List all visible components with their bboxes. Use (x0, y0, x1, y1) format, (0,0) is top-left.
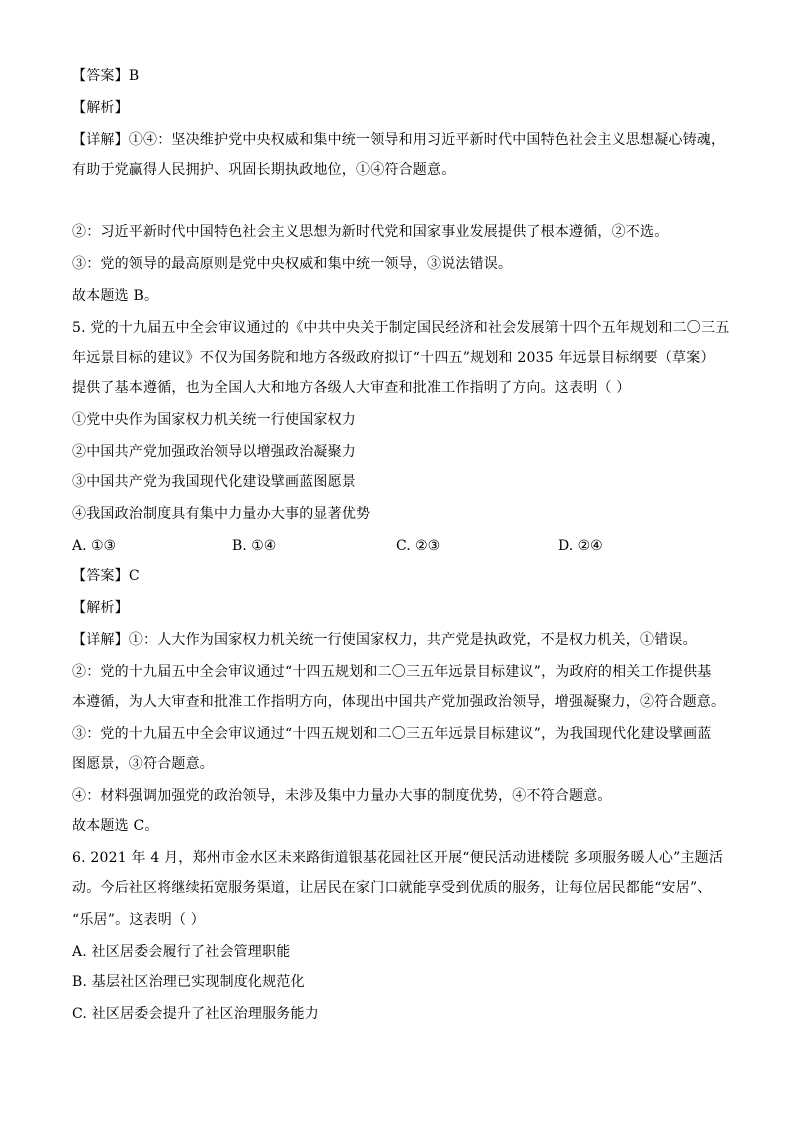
q5-item-4: ④我国政治制度具有集中力量办大事的显著优势 (72, 506, 371, 522)
q5-item-2: ②中国共产党加强政治领导以增强政治凝聚力 (72, 444, 356, 460)
analysis-label-q5: 【解析】 (72, 600, 129, 616)
q5-detail-line-3: 本遵循，为人大审查和批准工作指明方向，体现出中国共产党加强政治领导，增强凝聚力，②符合题意。 (72, 694, 726, 710)
q5-stem-line-2: 年远景目标的建议》不仅为国务院和地方各级政府拟订“十四五”规划和 2035 年远景目标纲要（草案） (72, 350, 715, 366)
q5-item-1: ①党中央作为国家权力机关统一行使国家权力 (72, 412, 356, 428)
q5-stem-line-1: 5. 党的十九届五中全会审议通过的《中共中央关于制定国民经济和社会发展第十四个五年规划和二〇三五 (72, 320, 730, 336)
detail-line-4: ③：党的领导的最高原则是党中央权威和集中统一领导，③说法错误。 (72, 256, 513, 272)
detail-line-3: ②：习近平新时代中国特色社会主义思想为新时代党和国家事业发展提供了根本遵循，②不选。 (72, 224, 669, 240)
detail-text: ①④：坚决维护党中央权威和集中统一领导和用习近平新时代中国特色社会主义思想凝心铸魂， (128, 132, 726, 148)
conclusion-q5: 故本题选 C。 (72, 818, 159, 834)
detail-line-1 (72, 130, 732, 150)
detail-tag: 【详解】 (72, 132, 129, 148)
q6-option-a: A. 社区居委会履行了社会管理职能 (72, 944, 291, 960)
q5-option-c: C. ②③ (396, 538, 441, 554)
q5-option-d: D. ②④ (558, 538, 603, 554)
conclusion-q4: 故本题选 B。 (72, 288, 159, 304)
q5-option-a: A. ①③ (72, 538, 117, 554)
q6-stem-line-2: 动。今后社区将继续拓宽服务渠道，让居民在家门口就能享受到优质的服务，让每位居民都能“安居”、 (72, 880, 712, 896)
answer-tag: 【答案】 (72, 568, 129, 584)
q6-option-c: C. 社区居委会提升了社区治理服务能力 (72, 1006, 319, 1022)
answer-value: B (128, 68, 140, 84)
q5-detail-line-5: 图愿景，③符合题意。 (72, 756, 214, 772)
answer-line-q4 (72, 66, 732, 86)
q6-option-b: B. 基层社区治理已实现制度化规范化 (72, 974, 305, 990)
q5-stem-line-3: 提供了基本遵循，也为全国人大和地方各级人大审查和批准工作指明了方向。这表明（ ） (72, 380, 631, 396)
answer-line-q5 (72, 566, 732, 586)
detail-tag: 【详解】 (72, 632, 129, 648)
answer-tag: 【答案】 (72, 68, 129, 84)
q5-detail-line-2: ②：党的十九届五中全会审议通过“十四五规划和二〇三五年远景目标建议”，为政府的相关工作提供基 (72, 664, 712, 680)
q6-stem-line-1: 6. 2021 年 4 月，郑州市金水区未来路街道银基花园社区开展“便民活动进楼院 多项服务暖人心”主题活 (72, 850, 724, 866)
q5-option-b: B. ①④ (232, 538, 277, 554)
answer-value: C (128, 568, 140, 584)
q5-detail-line-1 (72, 630, 732, 650)
analysis-label-q4: 【解析】 (72, 100, 129, 116)
q5-detail-line-6: ④：材料强调加强党的政治领导，未涉及集中力量办大事的制度优势，④不符合题意。 (72, 788, 612, 804)
detail-line-2: 有助于党赢得人民拥护、巩固长期执政地位，①④符合题意。 (72, 162, 456, 178)
q5-detail-line-4: ③：党的十九届五中全会审议通过“十四五规划和二〇三五年远景目标建议”，为我国现代化建设擘画蓝 (72, 726, 712, 742)
q6-stem-line-3: “乐居”。这表明（ ） (72, 912, 205, 928)
q5-item-3: ③中国共产党为我国现代化建设擘画蓝图愿景 (72, 474, 356, 490)
detail-text: ①：人大作为国家权力机关统一行使国家权力，共产党是执政党，不是权力机关，①错误。 (128, 632, 697, 648)
